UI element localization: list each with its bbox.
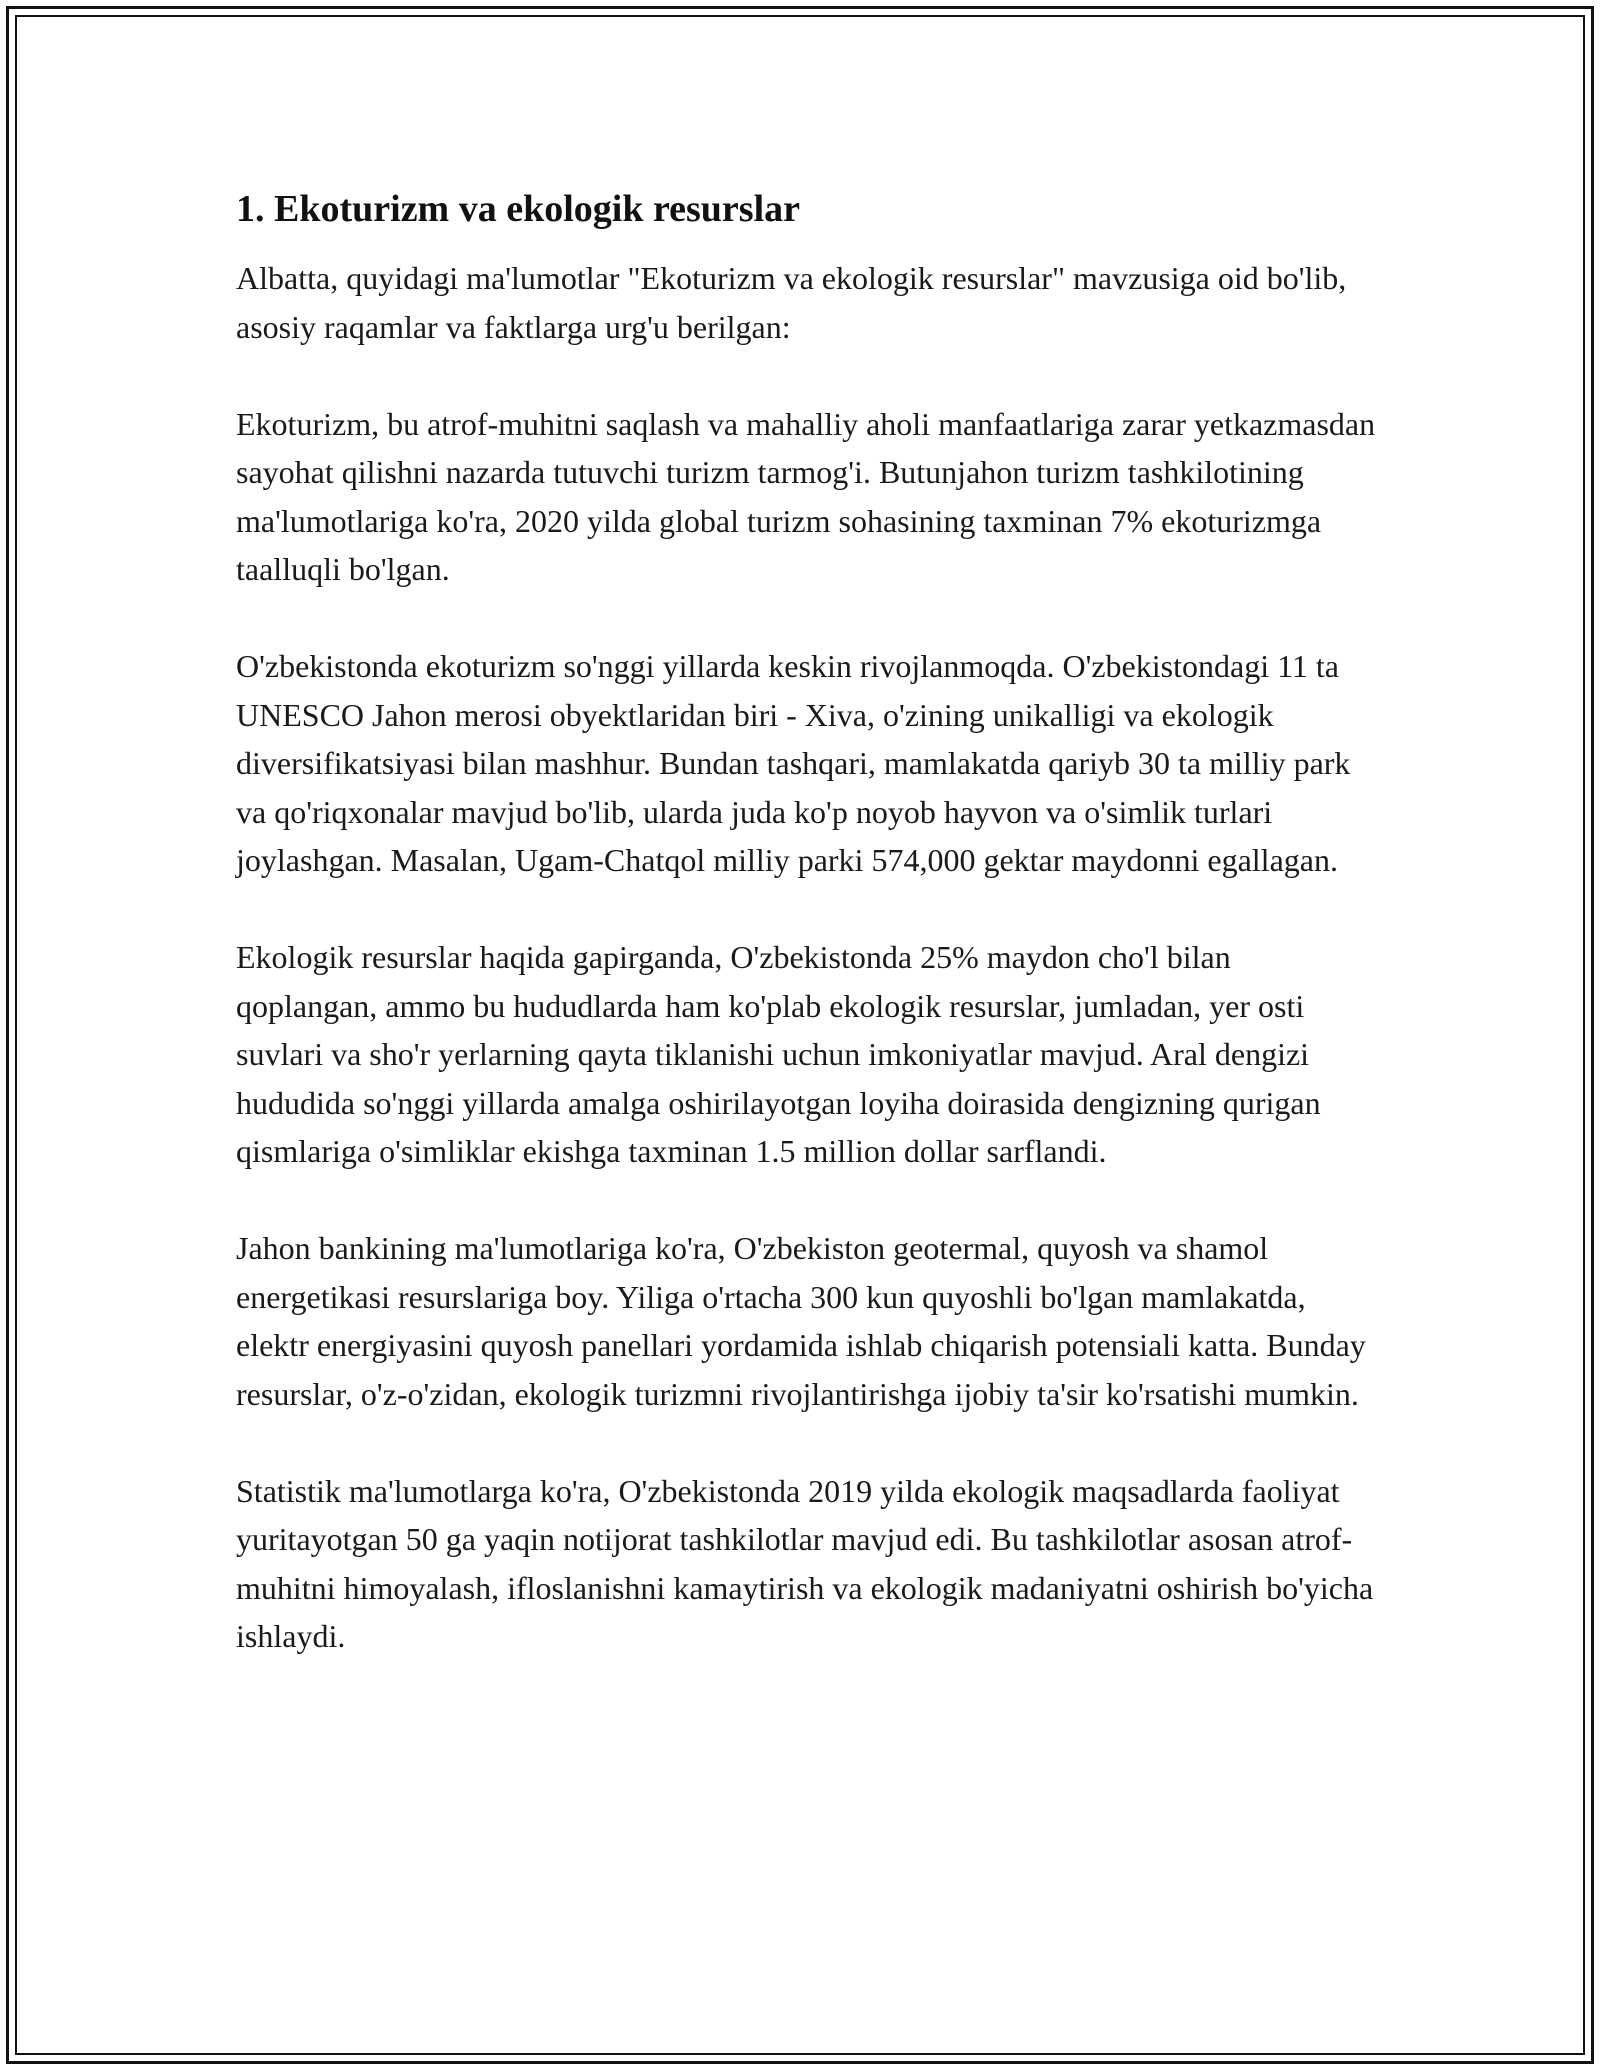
paragraph-uzbekistan-ecotourism: O'zbekistonda ekoturizm so'nggi yillarda keskin rivojlanmoqda. O'zbekistondagi 11 ta UNESCO Jahon merosi obyektlaridan biri - Xiva, o'zining unikalligi va ekologik diversifikatsiyasi bilan mashhur. Bundan tashqari, mamlakatda qariyb 30 ta milliy park va qo'riqxonalar mavjud bo'lib, ularda juda ko'p noyob hayvon va o'simlik turlari joylashgan. Masalan, Ugam-Chatqol milliy parki 574,000 gektar maydonni egallagan.	[236, 648, 1351, 878]
paragraph-ecotourism-definition: Ekoturizm, bu atrof-muhitni saqlash va mahalliy aholi manfaatlariga zarar yetkazmasdan sayohat qilishni nazarda tutuvchi turizm tarmog'i. Butunjahon turizm tashkilotining ma'lumotlariga ko'ra, 2020 yilda global turizm sohasining taxminan 7% ekoturizmga taalluqli bo'lgan.	[236, 405, 1376, 587]
paragraph-intro: Albatta, quyidagi ma'lumotlar "Ekoturizm va ekologik resurslar" mavzusiga oid bo'lib, asosiy raqamlar va faktlarga urg'u berilgan:	[236, 260, 1347, 345]
paragraph-ecological-resources: Ekologik resurslar haqida gapirganda, O'zbekistonda 25% maydon cho'l bilan qoplangan, ammo bu hududlarda ham ko'plab ekologik resurslar, jumladan, yer osti suvlari va sho'r yerlarning qayta tiklanishi uchun imkoniyatlar mavjud. Aral dengizi hududida so'nggi yillarda amalga oshirilayotgan loyiha doirasida dengizning qurigan qismlariga o'simliklar ekishga taxminan 1.5 million dollar sarflandi.	[236, 939, 1321, 1169]
section-heading: 1. Ekoturizm va ekologik resurslar	[236, 188, 801, 230]
paragraph-statistics: Statistik ma'lumotlarga ko'ra, O'zbekistonda 2019 yilda ekologik maqsadlarda faoliyat yuritayotgan 50 ga yaqin notijorat tashkilotlar mavjud edi. Bu tashkilotlar asosan atrof-muhitni himoyalash, ifloslanishni kamaytirish va ekologik madaniyatni oshirish bo'yicha ishlaydi.	[236, 1472, 1374, 1654]
paragraph-energy-resources: Jahon bankining ma'lumotlariga ko'ra, O'zbekiston geotermal, quyosh va shamol energetikasi resurslariga boy. Yiliga o'rtacha 300 kun quyoshli bo'lgan mamlakatda, elektr energiyasini quyosh panellari yordamida ishlab chiqarish potensiali katta. Bunday resurslar, o'z-o'zidan, ekologik turizmni rivojlantirishga ijobiy ta'sir ko'rsatishi mumkin.	[236, 1230, 1366, 1412]
document-body	[236, 186, 1376, 1661]
